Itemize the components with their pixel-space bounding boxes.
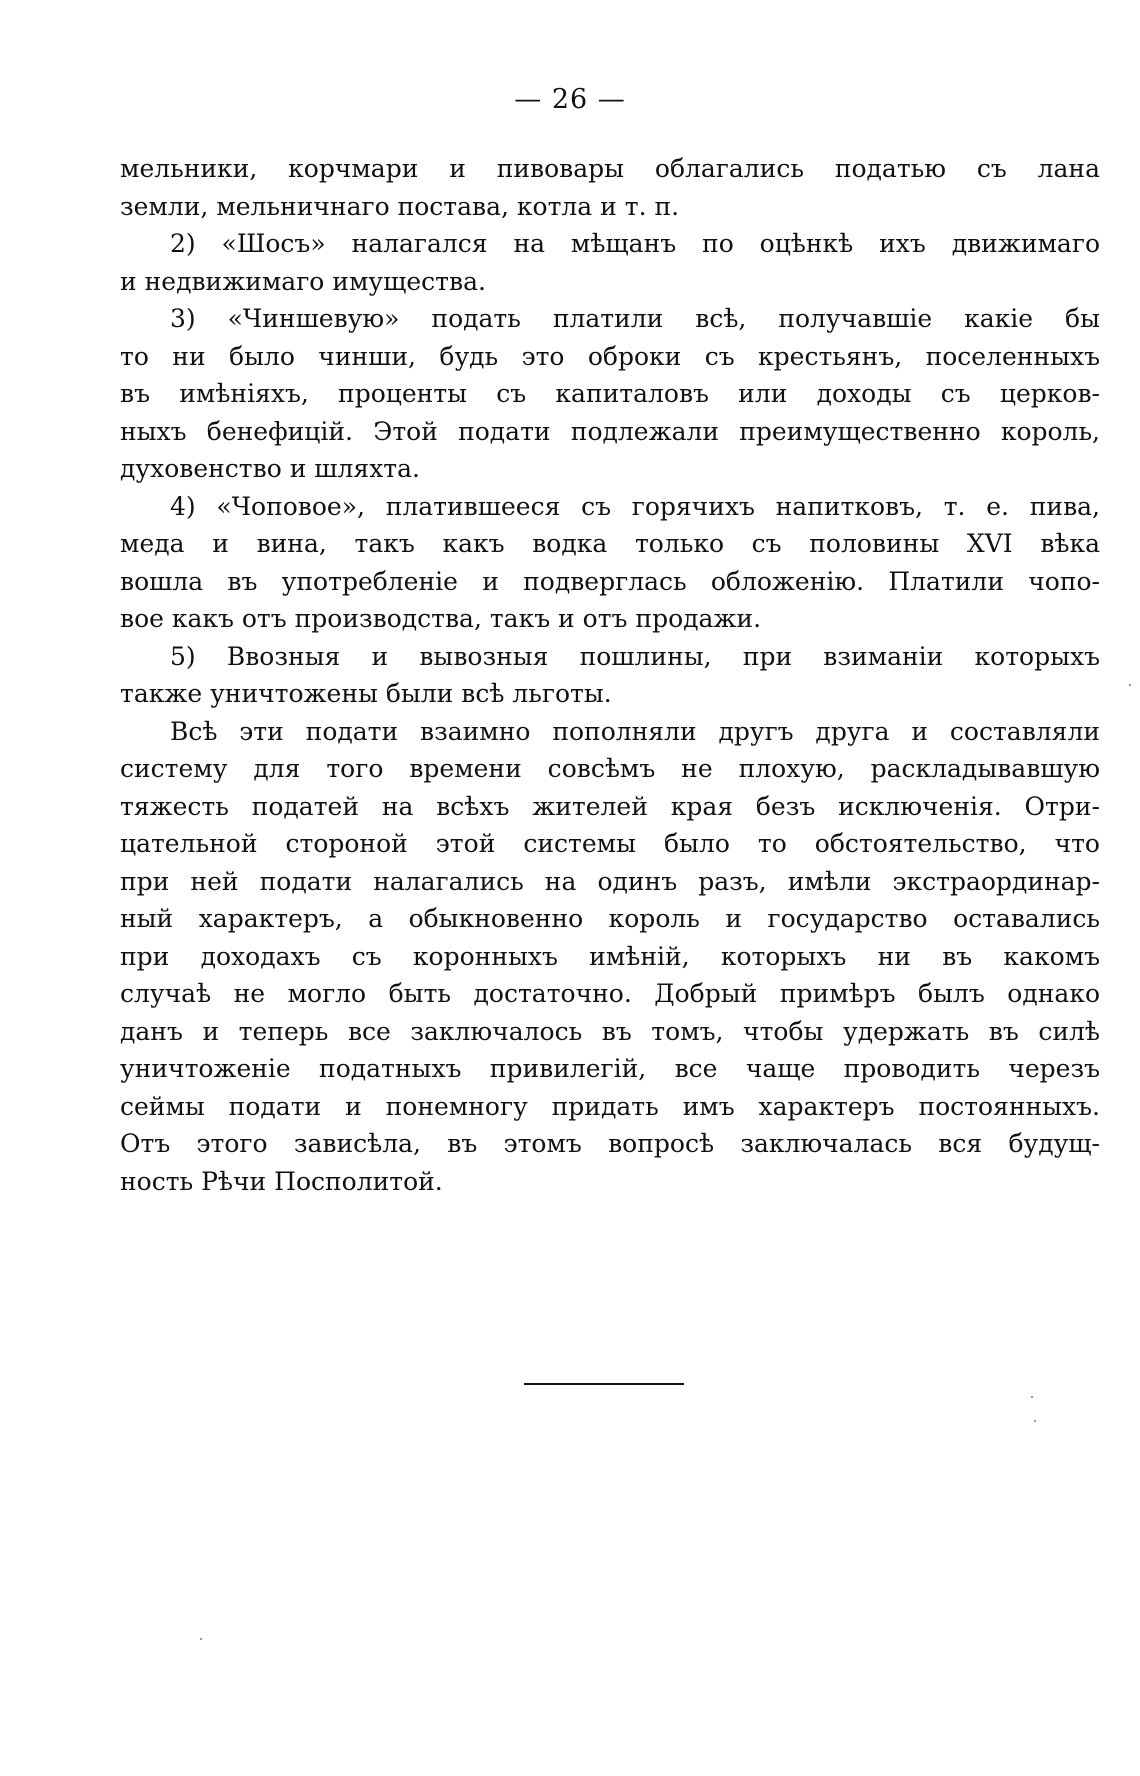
text-line: также уничтожены были всѣ льготы. [120, 679, 612, 708]
text-line: духовенство и шляхта. [120, 454, 420, 483]
text-line: Отъ этого зависѣла, въ этомъ вопросѣ заключалась вся будущ- [120, 1129, 1100, 1158]
section-end-rule [524, 1383, 684, 1385]
text-line: ныхъ бенефицій. Этой подати подлежали преимущественно король, [120, 416, 1100, 446]
text-line: мельники, корчмари и пивовары облагались податью съ лана [120, 154, 1100, 183]
text-line: при ней подати налагались на одинъ разъ, имѣли экстраординар- [120, 866, 1100, 896]
text-line: тяжесть податей на всѣхъ жителей края безъ исключенія. Отри- [120, 791, 1100, 821]
text-line: вошла въ употребленіе и подверглась обложенію. Платили чопо- [120, 566, 1100, 596]
text-line: меда и вина, такъ какъ водка только съ половины XVI вѣка [120, 529, 1100, 558]
text-line: Всѣ эти подати взаимно пополняли другъ друга и составляли [170, 716, 1100, 746]
text-line: 4) «Чоповое», платившееся съ горячихъ напитковъ, т. е. пива, [170, 491, 1100, 521]
text-line: земли, мельничнаго постава, котла и т. п. [120, 191, 680, 221]
text-line: при доходахъ съ коронныхъ имѣній, которыхъ ни въ какомъ [120, 941, 1100, 971]
text-line: 5) Ввозныя и вывозныя пошлины, при взиманіи которыхъ [170, 641, 1100, 671]
print-speck [200, 1638, 202, 1640]
body-text [120, 150, 1100, 1200]
text-line: данъ и теперь все заключалось въ томъ, чтобы удержать въ силѣ [120, 1016, 1100, 1046]
print-speck [1034, 1420, 1036, 1422]
text-line: случаѣ не могло быть достаточно. Добрый примѣръ былъ однако [120, 979, 1100, 1008]
text-line: то ни было чинши, будь это оброки съ крестьянъ, поселенныхъ [120, 341, 1100, 371]
text-line: ный характеръ, а обыкновенно король и государство оставались [120, 904, 1100, 933]
text-line: въ имѣніяхъ, проценты съ капиталовъ или доходы съ церков- [120, 379, 1100, 408]
text-line: 2) «Шосъ» налагался на мѣщанъ по оцѣнкѣ ихъ движимаго [170, 229, 1100, 258]
text-line: уничтоженіе податныхъ привилегій, все чаще проводить черезъ [120, 1054, 1100, 1083]
print-speck [1031, 1396, 1033, 1398]
print-speck [1129, 684, 1131, 686]
text-line: сеймы подати и понемногу придать имъ характеръ постоянныхъ. [120, 1091, 1100, 1121]
page-number: — 26 — [514, 84, 626, 115]
text-line: систему для того времени совсѣмъ не плохую, раскладывавшую [120, 754, 1100, 783]
text-line: цательной стороной этой системы было то обстоятельство, что [120, 829, 1100, 858]
text-line: и недвижимаго имущества. [120, 266, 486, 296]
text-line: 3) «Чиншевую» подать платили всѣ, получавшіе какіе бы [170, 304, 1100, 333]
text-line: вое какъ отъ производства, такъ и отъ продажи. [120, 604, 762, 633]
text-line: ность Рѣчи Посполитой. [120, 1166, 443, 1196]
